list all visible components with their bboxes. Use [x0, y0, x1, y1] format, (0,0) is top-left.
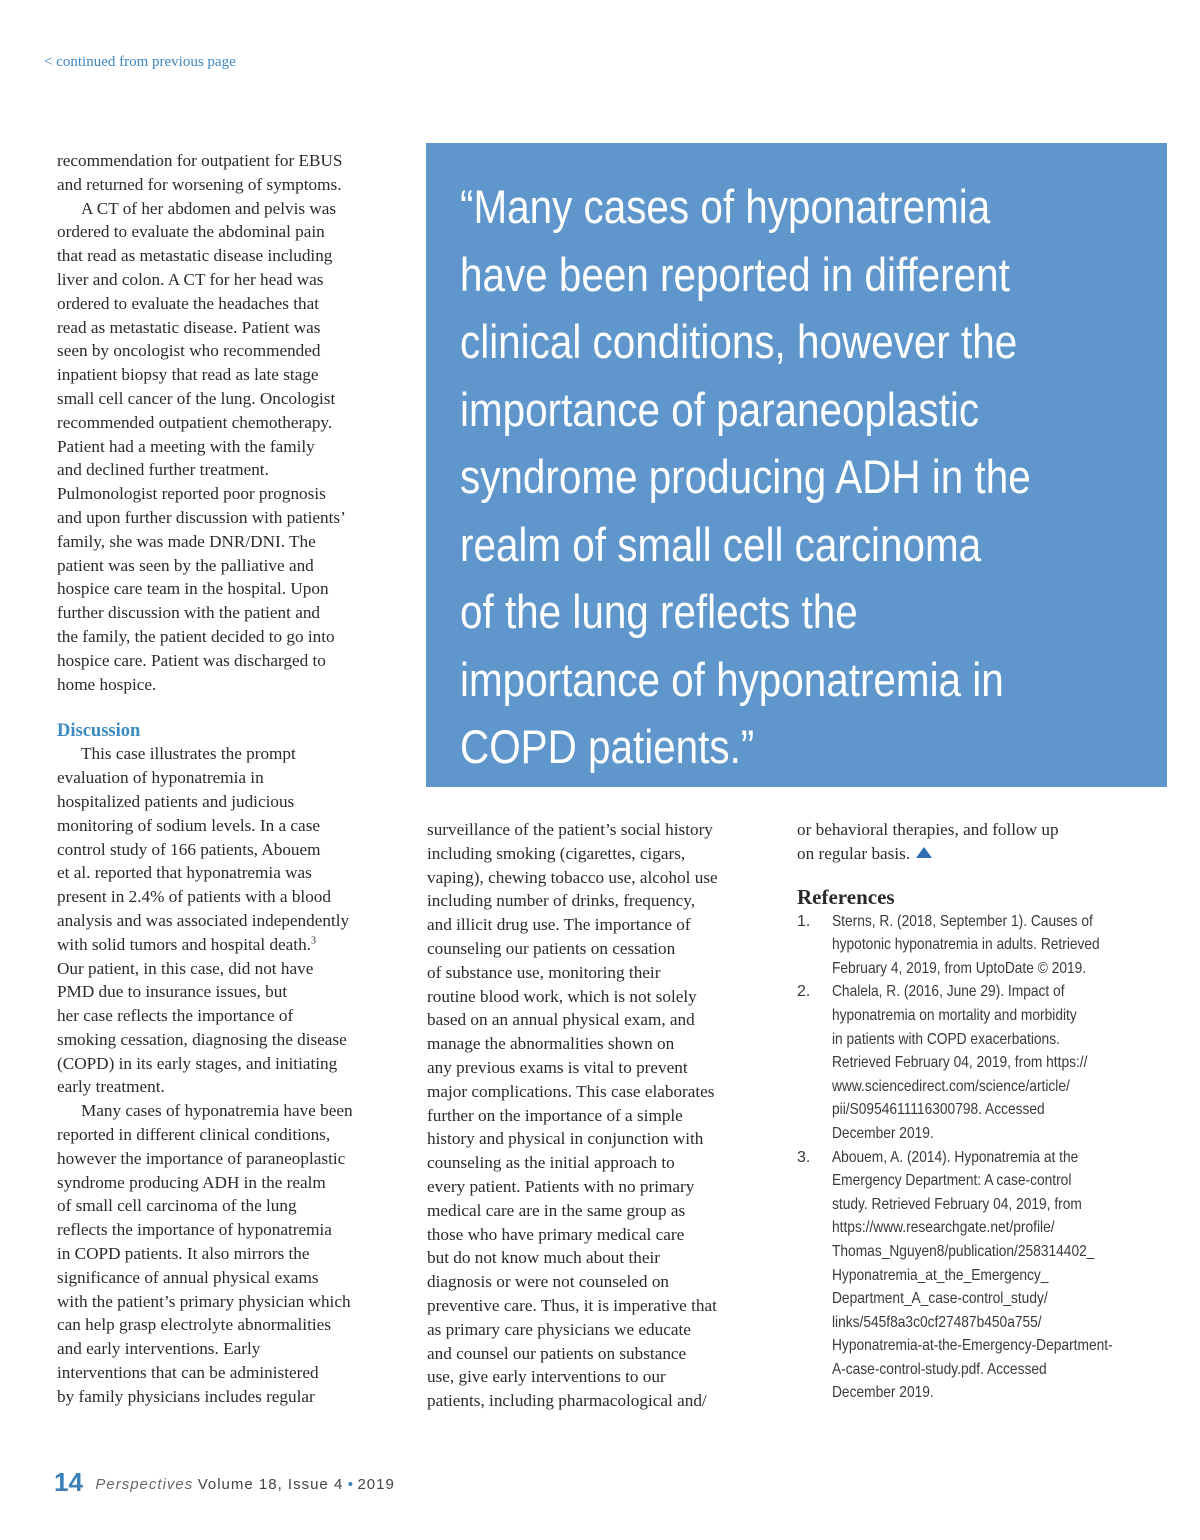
reference-line: hyponatremia on mortality and morbidity: [832, 1006, 1077, 1024]
issue-info: Volume 18, Issue 4: [197, 1476, 344, 1493]
text-line-content: seen by oncologist who recommended: [57, 341, 321, 361]
reference-line: study. Retrieved February 04, 2019, from: [832, 1195, 1082, 1213]
text-line-content: smoking cessation, diagnosing the disease: [57, 1029, 347, 1049]
text-line: [57, 1099, 417, 1123]
text-line-content: with the patient’s primary physician which: [57, 1291, 351, 1311]
reference-item: [797, 1146, 1142, 1406]
reference-line: Sterns, R. (2018, September 1). Causes of: [832, 912, 1093, 930]
footnote-marker: 3: [310, 934, 316, 946]
text-line: recommendation for outpatient for EBUS: [57, 151, 343, 170]
pull-quote-line: “Many cases of hyponatremia: [460, 180, 991, 233]
text-line: [57, 268, 417, 292]
text-line-content: including smoking (cigarettes, cigars,: [427, 843, 686, 863]
text-line-content: that read as metastatic disease including: [57, 246, 333, 266]
text-line: [57, 1290, 417, 1314]
section-heading-references: References: [797, 884, 895, 909]
text-line-content: routine blood work, which is not solely: [427, 986, 697, 1006]
text-line: [57, 554, 417, 578]
text-line-content: inpatient biopsy that read as late stage: [57, 365, 319, 385]
text-line-content: diagnosis or were not counseled on: [427, 1272, 670, 1292]
text-line-content: liver and colon. A CT for her head was: [57, 269, 324, 289]
text-line: [57, 1266, 417, 1290]
pull-quote-line: COPD patients.”: [460, 720, 755, 773]
text-line-content: home hospice.: [57, 674, 157, 694]
reference-line: December 2019.: [832, 1384, 934, 1402]
reference-number: 2.: [797, 983, 811, 1001]
text-line-content: of small cell carcinoma of the lung: [57, 1196, 297, 1216]
text-line-content: manage the abnormalities shown on: [427, 1034, 675, 1054]
reference-line: www.sciencedirect.com/science/article/: [832, 1077, 1070, 1095]
text-line-content: control study of 166 patients, Abouem: [57, 839, 321, 859]
section-heading-discussion: Discussion: [57, 721, 141, 742]
text-line-content: surveillance of the patient’s social history: [427, 820, 713, 839]
reference-line: Chalela, R. (2016, June 29). Impact of: [832, 983, 1065, 1001]
text-line: [57, 1004, 417, 1028]
text-line: [57, 909, 417, 933]
reference-line: Abouem, A. (2014). Hyponatremia at the: [832, 1148, 1079, 1166]
text-line-content: on regular basis.: [797, 843, 911, 863]
text-line: [427, 866, 782, 890]
text-line-content: early treatment.: [57, 1077, 165, 1097]
pull-quote-line: importance of paraneoplastic: [460, 382, 980, 436]
text-line-content: Many cases of hyponatremia have been: [81, 1101, 353, 1121]
text-line-content: interventions that can be administered: [57, 1363, 319, 1383]
text-line: [427, 985, 782, 1009]
text-line: [57, 838, 417, 862]
text-line: [427, 1389, 782, 1413]
text-line-content: those who have primary medical care: [427, 1224, 685, 1244]
text-line-content: her case reflects the importance of: [57, 1006, 294, 1026]
text-line-content: recommended outpatient chemotherapy.: [57, 412, 333, 432]
text-line-content: syndrome producing ADH in the realm: [57, 1172, 326, 1192]
text-line: [57, 1052, 417, 1076]
text-line-content: A CT of her abdomen and pelvis was: [81, 198, 337, 218]
text-line: [797, 842, 1142, 866]
reference-line: December 2019.: [832, 1124, 934, 1142]
text-line: [57, 411, 417, 435]
text-line-content: the family, the patient decided to go into: [57, 626, 335, 646]
text-line: [57, 1361, 417, 1385]
reference-line: A-case-control-study.pdf. Accessed: [832, 1360, 1047, 1378]
text-line: [57, 1313, 417, 1337]
reference-number: 1.: [797, 912, 811, 930]
paragraph: [57, 742, 417, 1099]
text-line: [427, 1127, 782, 1151]
reference-line: in patients with COPD exacerbations.: [832, 1030, 1060, 1048]
page-footer: [54, 1467, 395, 1498]
text-line: [57, 1171, 417, 1195]
text-line-content: ordered to evaluate the abdominal pain: [57, 222, 325, 242]
text-line-content: use, give early interventions to our: [427, 1367, 666, 1387]
text-line-content: et al. reported that hyponatremia was: [57, 863, 312, 883]
text-line: [57, 625, 417, 649]
pull-quote-line: importance of hyponatremia in: [460, 652, 1004, 706]
text-line-content: any previous exams is vital to prevent: [427, 1057, 688, 1077]
text-line: [57, 957, 417, 981]
text-line-content: hospitalized patients and judicious: [57, 791, 295, 811]
text-line: [427, 1270, 782, 1294]
text-line: [57, 458, 417, 482]
text-line: [57, 1075, 417, 1099]
text-line-content: significance of annual physical exams: [57, 1267, 319, 1287]
text-line: [57, 814, 417, 838]
text-line: [57, 742, 417, 766]
text-line: [57, 506, 417, 530]
reference-number: 3.: [797, 1148, 811, 1166]
text-line: [57, 1147, 417, 1171]
text-line: [57, 220, 417, 244]
separator-bullet: •: [347, 1476, 354, 1493]
text-line-content: but do not know much about their: [427, 1248, 660, 1268]
text-line-content: counseling as the initial approach to: [427, 1153, 675, 1173]
text-line-content: major complications. This case elaborates: [427, 1081, 715, 1101]
text-line-content: and early interventions. Early: [57, 1339, 261, 1359]
text-line: [427, 1199, 782, 1223]
text-line: [57, 244, 417, 268]
text-line: [427, 913, 782, 937]
text-line: and returned for worsening of symptoms.: [57, 174, 342, 194]
text-line-content: as primary care physicians we educate: [427, 1319, 691, 1339]
text-line: [57, 766, 417, 790]
article-column-1: [57, 149, 417, 1409]
paragraph: [57, 197, 417, 697]
text-line-content: Patient had a meeting with the family: [57, 436, 315, 456]
text-line: [57, 387, 417, 411]
text-line-content: and counsel our patients on substance: [427, 1343, 687, 1363]
text-line: [57, 1242, 417, 1266]
text-line-content: medical care are in the same group as: [427, 1200, 686, 1220]
text-line-content: preventive care. Thus, it is imperative that: [427, 1295, 717, 1315]
text-line: [427, 1365, 782, 1389]
article-column-3: [797, 818, 1142, 1405]
reference-line: links/545f8a3c0cf27487b450a755/: [832, 1313, 1042, 1331]
reference-item: [797, 910, 1142, 981]
text-line: [57, 1385, 417, 1409]
text-line-content: with solid tumors and hospital death.: [57, 934, 311, 954]
triangle-up-icon: [916, 847, 932, 858]
text-line-content: read as metastatic disease. Patient was: [57, 317, 321, 337]
text-line: [57, 363, 417, 387]
text-line: [427, 937, 782, 961]
text-line-content: analysis and was associated independently: [57, 910, 350, 930]
text-line: [57, 885, 417, 909]
magazine-title: Perspectives: [95, 1476, 194, 1493]
reference-line: Retrieved February 04, 2019, from https://: [832, 1054, 1088, 1072]
text-line-content: including number of drinks, frequency,: [427, 891, 696, 911]
text-line: [57, 435, 417, 459]
text-line-content: further discussion with the patient and: [57, 603, 321, 623]
text-line-content: hospice care team in the hospital. Upon: [57, 579, 329, 599]
text-line: [427, 889, 782, 913]
reference-line: Hyponatremia-at-the-Emergency-Department-: [832, 1337, 1113, 1355]
text-line-content: small cell cancer of the lung. Oncologist: [57, 388, 336, 408]
reference-line: Department_A_case-control_study/: [832, 1290, 1048, 1308]
text-line-content: family, she was made DNR/DNI. The: [57, 531, 316, 551]
reference-line: pii/S0954611116300798. Accessed: [832, 1101, 1045, 1119]
text-line: [57, 601, 417, 625]
text-line: [427, 1246, 782, 1270]
reference-line: Hyponatremia_at_the_Emergency_: [832, 1266, 1049, 1284]
pull-quote-line: of the lung reflects the: [460, 585, 858, 638]
text-line: [427, 1056, 782, 1080]
text-line: [57, 673, 417, 697]
pull-quote-line: realm of small cell carcinoma: [460, 517, 982, 571]
text-line: [57, 1218, 417, 1242]
reference-line: hypotonic hyponatremia in adults. Retrieved: [832, 936, 1100, 954]
pull-quote-line: have been reported in different: [460, 247, 1010, 301]
text-line-content: PMD due to insurance issues, but: [57, 982, 288, 1002]
text-line-content: further on the importance of a simple: [427, 1105, 683, 1125]
text-line: [57, 933, 417, 957]
paragraph: [427, 818, 782, 1413]
text-line-content: patients, including pharmacological and/: [427, 1391, 707, 1411]
text-line-content: reported in different clinical conditions,: [57, 1125, 331, 1145]
text-line: [427, 1151, 782, 1175]
text-line: [57, 980, 417, 1004]
text-line-content: and declined further treatment.: [57, 460, 269, 480]
text-line: [57, 339, 417, 363]
text-line-content: (COPD) in its early stages, and initiating: [57, 1053, 338, 1073]
text-line-content: based on an annual physical exam, and: [427, 1010, 695, 1030]
text-line: [427, 1318, 782, 1342]
text-line-content: of substance use, monitoring their: [427, 962, 661, 982]
text-line: [57, 1194, 417, 1218]
text-line-content: present in 2.4% of patients with a blood: [57, 887, 331, 907]
article-column-2: [427, 818, 782, 1413]
text-line: [57, 197, 417, 221]
text-line: [57, 1123, 417, 1147]
reference-line: Emergency Department: A case-control: [832, 1172, 1072, 1190]
paragraph: [57, 149, 417, 197]
text-line: [57, 861, 417, 885]
text-line-content: Our patient, in this case, did not have: [57, 958, 314, 978]
page-number: 14: [54, 1467, 83, 1497]
text-line: [427, 1342, 782, 1366]
text-line: or behavioral therapies, and follow up: [797, 820, 1059, 839]
text-line: [427, 1294, 782, 1318]
reference-item: [797, 980, 1142, 1145]
reference-line: https://www.researchgate.net/profile/: [832, 1219, 1055, 1237]
text-line: [57, 316, 417, 340]
text-line-content: evaluation of hyponatremia in: [57, 768, 264, 788]
text-line: [427, 842, 782, 866]
text-line-content: however the importance of paraneoplastic: [57, 1148, 346, 1168]
text-line-content: in COPD patients. It also mirrors the: [57, 1244, 310, 1264]
text-line: [57, 1337, 417, 1361]
text-line-content: reflects the importance of hyponatremia: [57, 1220, 332, 1240]
text-line: [57, 577, 417, 601]
text-line: [427, 1032, 782, 1056]
text-line-content: hospice care. Patient was discharged to: [57, 650, 326, 670]
text-line-content: vaping), chewing tobacco use, alcohol use: [427, 867, 718, 887]
text-line-content: monitoring of sodium levels. In a case: [57, 815, 321, 835]
reference-line: Thomas_Nguyen8/publication/258314402_: [832, 1242, 1095, 1260]
paragraph: [797, 818, 1142, 866]
text-line-content: every patient. Patients with no primary: [427, 1176, 695, 1196]
text-line: [427, 1008, 782, 1032]
text-line: [57, 1028, 417, 1052]
text-line-content: by family physicians includes regular: [57, 1386, 315, 1406]
text-line-content: and illicit drug use. The importance of: [427, 915, 691, 935]
pull-quote-line: syndrome producing ADH in the: [460, 450, 1031, 503]
text-line: [427, 1175, 782, 1199]
text-line: [427, 1080, 782, 1104]
text-line: [57, 292, 417, 316]
text-line-content: and upon further discussion with patients’: [57, 507, 346, 527]
text-line: [57, 790, 417, 814]
pull-quote-line: clinical conditions, however the: [460, 315, 1018, 368]
text-line-content: can help grasp electrolyte abnormalities: [57, 1315, 331, 1335]
text-line: [427, 961, 782, 985]
issue-year: 2019: [357, 1476, 395, 1493]
text-line: [427, 818, 782, 842]
text-line: [57, 649, 417, 673]
text-line-content: ordered to evaluate the headaches that: [57, 293, 319, 313]
text-line-content: patient was seen by the palliative and: [57, 555, 314, 575]
text-line-content: Pulmonologist reported poor prognosis: [57, 484, 326, 504]
text-line: [57, 530, 417, 554]
reference-line: February 4, 2019, from UptoDate © 2019.: [832, 959, 1087, 977]
text-line-content: counseling our patients on cessation: [427, 938, 676, 958]
text-line-content: This case illustrates the prompt: [81, 744, 296, 764]
pull-quote: [426, 143, 1167, 787]
text-line: [57, 482, 417, 506]
continued-from-previous-link[interactable]: < continued from previous page: [44, 54, 236, 70]
paragraph: [57, 1099, 417, 1408]
text-line: [427, 1104, 782, 1128]
text-line: [427, 1223, 782, 1247]
references-list: [797, 910, 1142, 1405]
text-line-content: history and physical in conjunction with: [427, 1129, 704, 1149]
